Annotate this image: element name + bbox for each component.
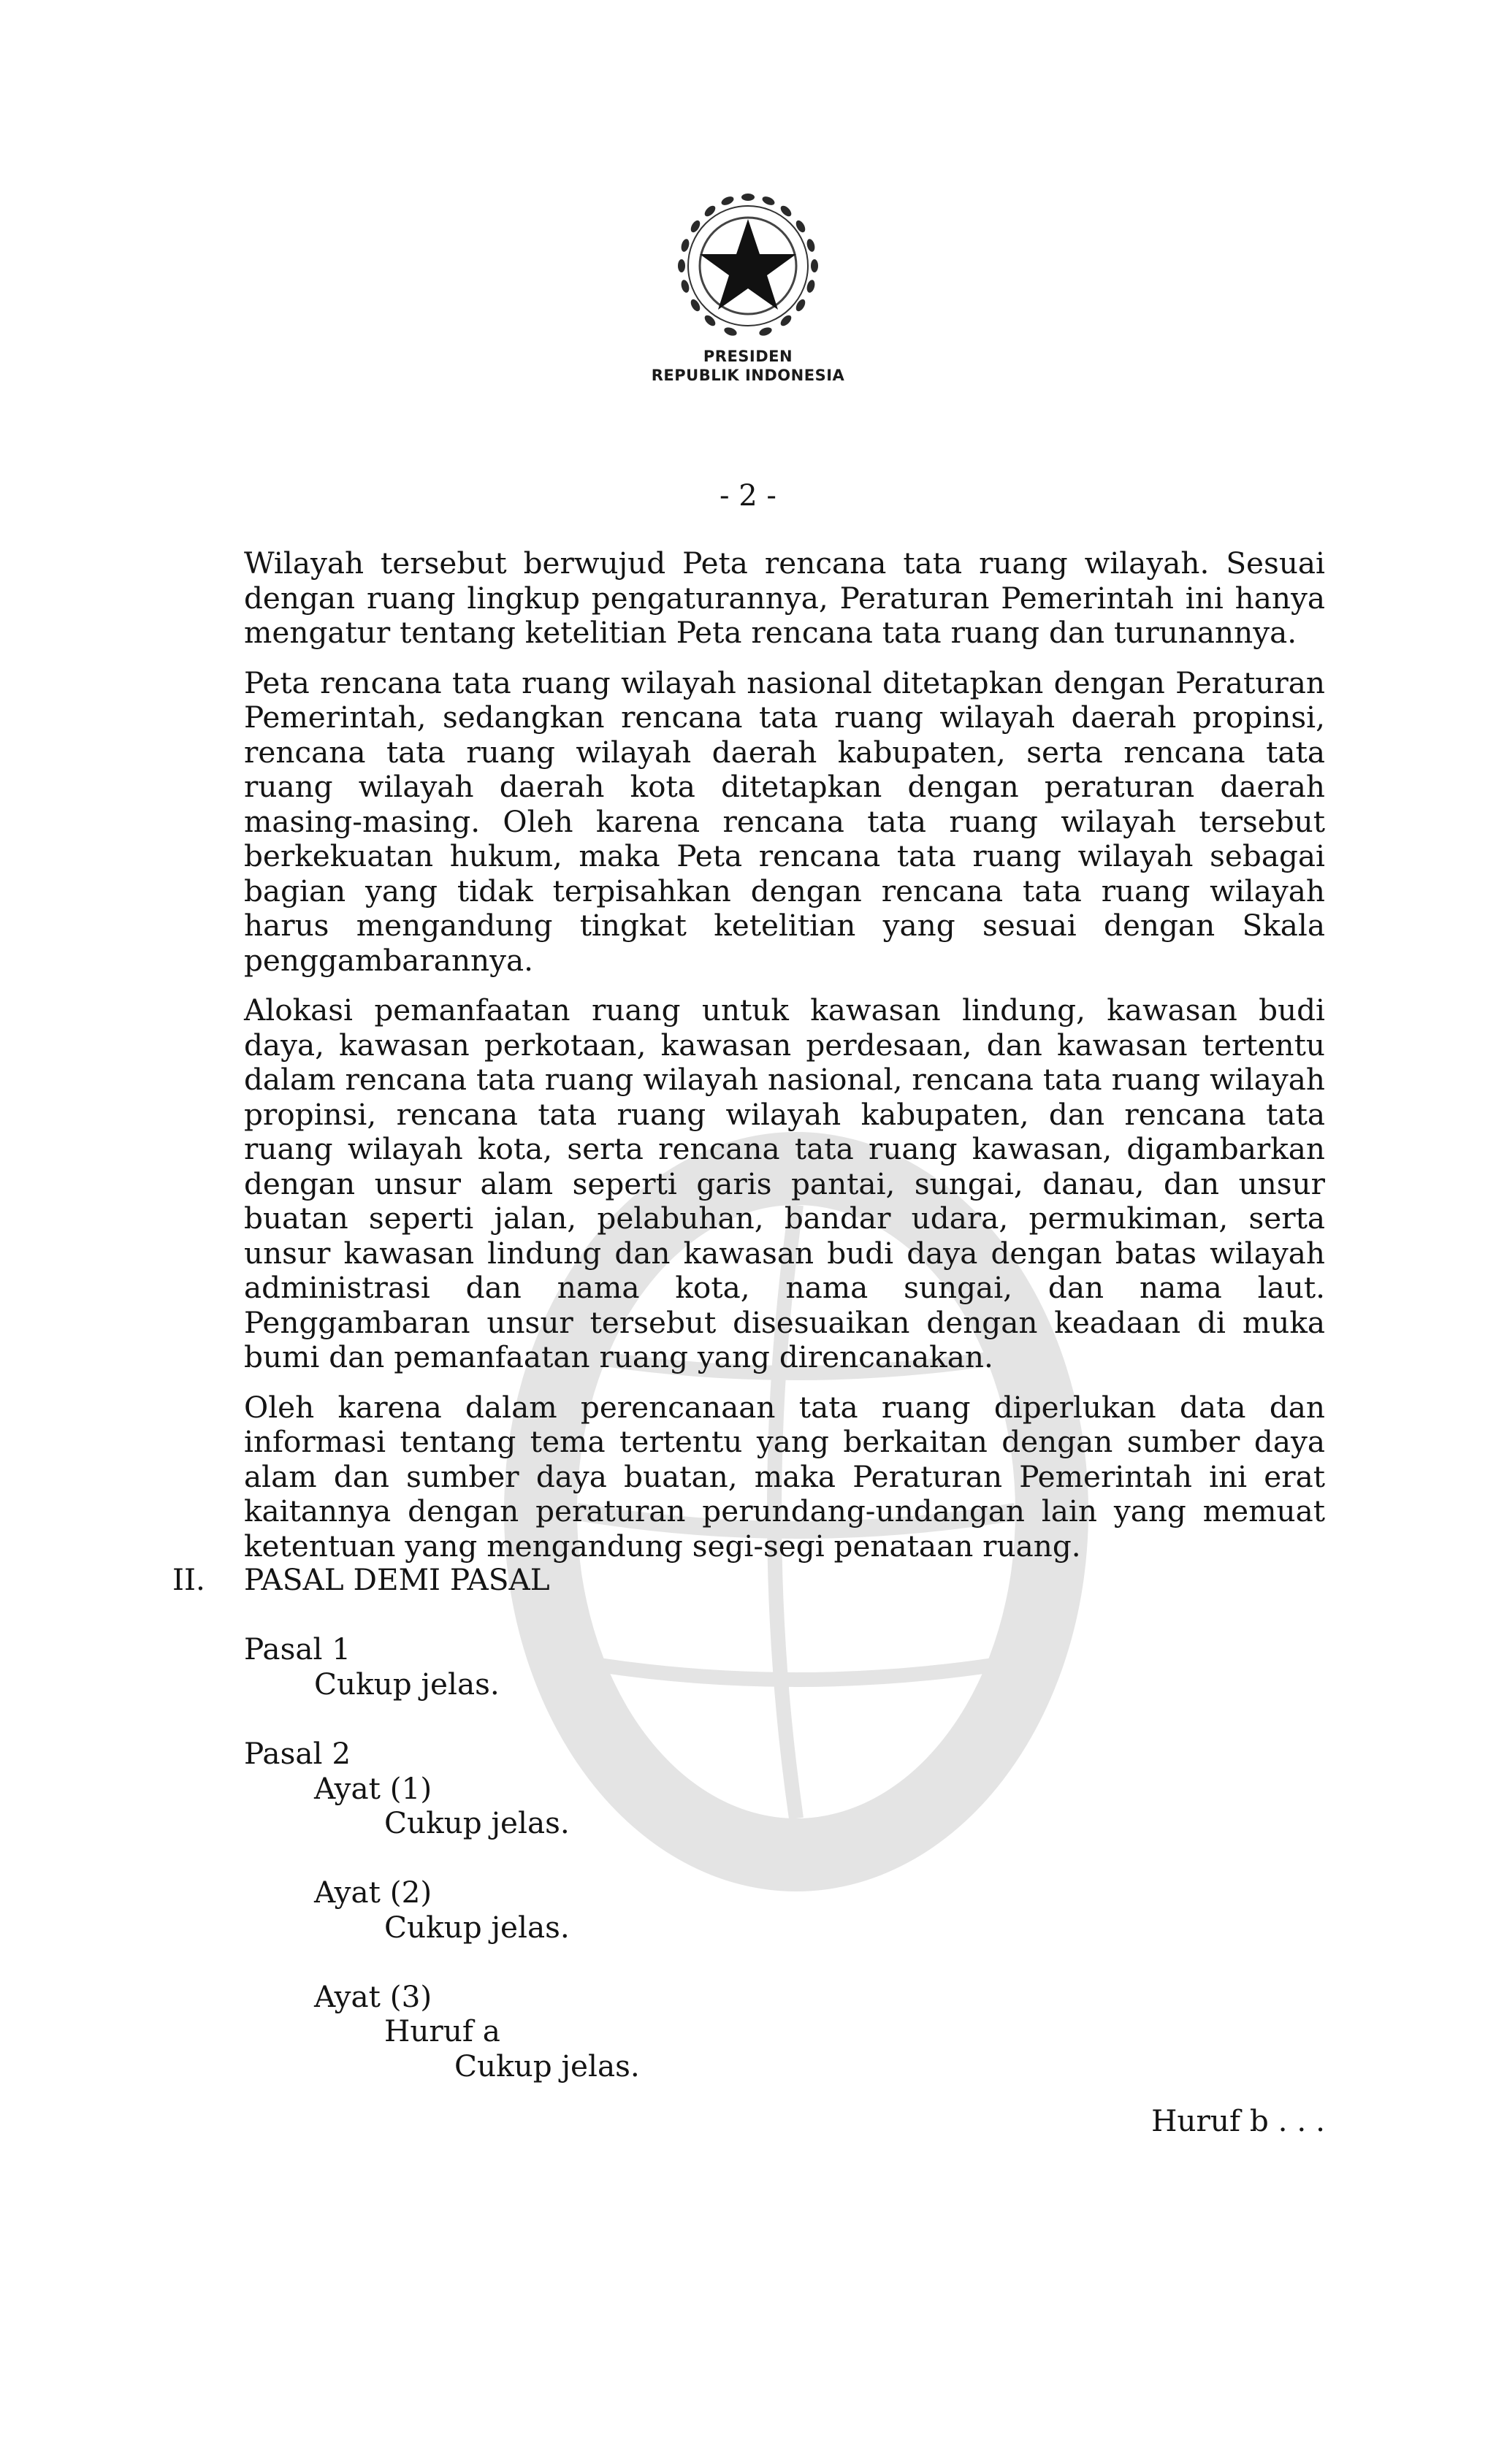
ayat-2-text: Cukup jelas.	[384, 1910, 570, 1945]
continuation-marker: Huruf b . . .	[1151, 2103, 1325, 2138]
emblem-caption-presiden: PRESIDEN	[703, 348, 793, 365]
paragraph: Wilayah tersebut berwujud Peta rencana tata ruang wilayah. Sesuai dengan ruang lingkup pengaturannya, Peraturan Pemerintah ini hanya mengatur tentang ketelitian Peta rencana tata ruang dan turunannya.	[244, 546, 1325, 650]
page-number: - 2 -	[720, 479, 776, 513]
emblem-caption-republik: REPUBLIK INDONESIA	[651, 367, 845, 384]
huruf-a-label: Huruf a	[384, 2013, 500, 2048]
ayat-1-text: Cukup jelas.	[384, 1805, 570, 1840]
paragraph: Alokasi pemanfaatan ruang untuk kawasan lindung, kawasan budi daya, kawasan perkotaan, kawasan perdesaan, dan kawasan tertentu dalam rencana tata ruang wilayah nasional, rencana tata ruang wilayah propinsi, rencana tata ruang wilayah kabupaten, dan rencana tata ruang wilayah kota, serta rencana tata ruang kawasan, digambarkan dengan unsur alam seperti garis pantai, sungai, danau, dan unsur buatan seperti jalan, pelabuhan, bandar udara, permukiman, serta unsur kawasan lindung dan kawasan budi daya dengan batas wilayah administrasi dan nama kota, nama sungai, dan nama laut. Penggambaran unsur tersebut disesuaikan dengan keadaan di muka bumi dan pemanfaatan ruang yang direncanakan.	[244, 992, 1325, 1374]
paragraph: Peta rencana tata ruang wilayah nasional ditetapkan dengan Peraturan Pemerintah, sedangkan rencana tata ruang wilayah daerah propinsi, rencana tata ruang wilayah daerah kabupaten, serta rencana tata ruang wilayah daerah kota ditetapkan dengan peraturan daerah masing-masing. Oleh karena rencana tata ruang wilayah tersebut berkekuatan hukum, maka Peta rencana tata ruang wilayah sebagai bagian yang tidak terpisahkan dengan rencana tata ruang wilayah harus mengandung tingkat ketelitian yang sesuai dengan Skala penggambarannya.	[244, 665, 1325, 978]
body-text	[244, 546, 1325, 1579]
ayat-1-label: Ayat (1)	[314, 1771, 432, 1806]
ayat-2-label: Ayat (2)	[314, 1875, 432, 1910]
garuda-star-emblem-icon	[669, 187, 827, 345]
pasal-1-label: Pasal 1	[244, 1631, 351, 1667]
section-title: PASAL DEMI PASAL	[244, 1562, 550, 1597]
huruf-a-text: Cukup jelas.	[454, 2048, 640, 2084]
section-number: II.	[172, 1562, 205, 1597]
ayat-3-label: Ayat (3)	[314, 1979, 432, 2014]
paragraph: Oleh karena dalam perencanaan tata ruang diperlukan data dan informasi tentang tema tertentu yang berkaitan dengan sumber daya alam dan sumber daya buatan, maka Peraturan Pemerintah ini erat kaitannya dengan peraturan perundang-undangan lain yang memuat ketentuan yang mengandung segi-segi penataan ruang.	[244, 1389, 1325, 1564]
pasal-2-label: Pasal 2	[244, 1736, 351, 1771]
pasal-1-text: Cukup jelas.	[314, 1667, 500, 1702]
